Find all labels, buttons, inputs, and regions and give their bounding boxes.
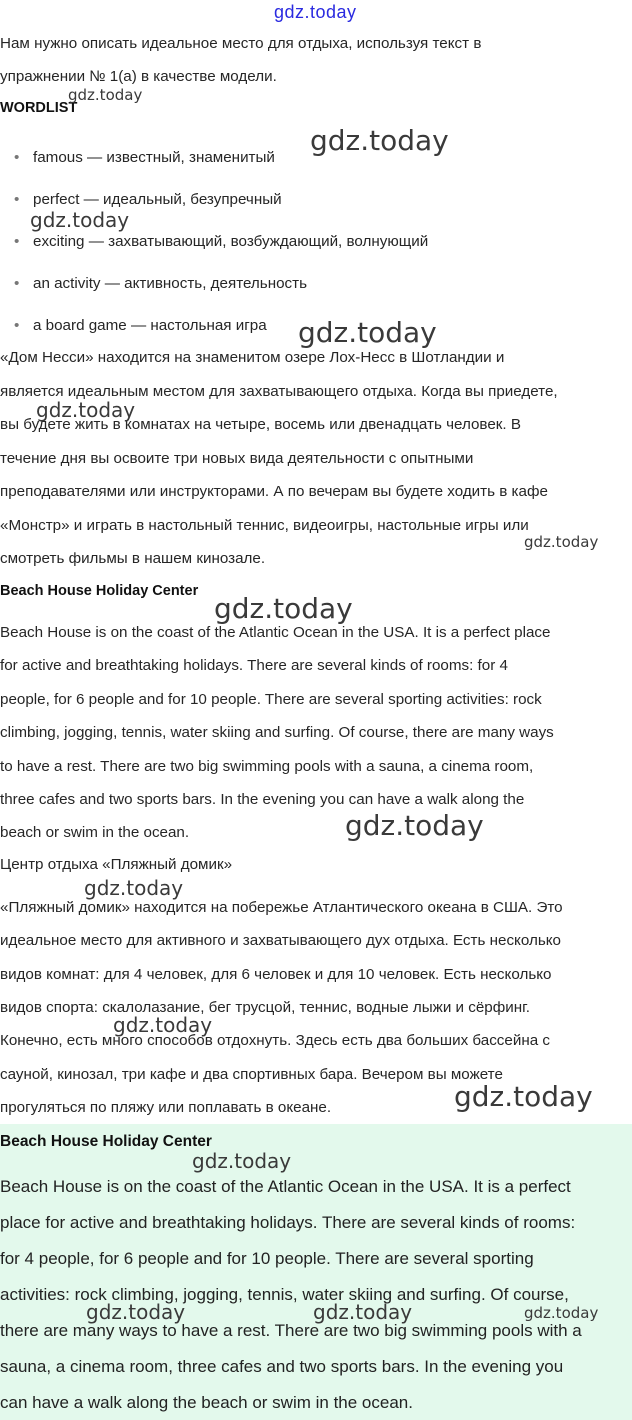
paragraph-line: Beach House is on the coast of the Atlantic Ocean in the USA. It is a perfect	[0, 1177, 571, 1196]
paragraph-line: вы будете жить в комнатах на четыре, восемь или двенадцать человек. В	[0, 416, 521, 433]
watermark: gdz.today	[30, 208, 130, 232]
paragraph-line: «Монстр» и играть в настольный теннис, видеоигры, настольные игры или	[0, 517, 529, 534]
bullet-dot-icon: •	[14, 317, 20, 334]
paragraph-line: видов комнат: для 4 человек, для 6 человек и для 10 человек. Есть несколько	[0, 966, 552, 983]
watermark: gdz.today	[113, 1013, 213, 1037]
paragraph-line: течение дня вы освоите три новых вида деятельности с опытными	[0, 450, 474, 467]
paragraph-line: Конечно, есть много способов отдохнуть. Здесь есть два больших бассейна с	[0, 1032, 550, 1049]
list-item: exciting — захватывающий, возбуждающий, волнующий	[33, 233, 429, 250]
paragraph-line: place for active and breathtaking holidays. There are several kinds of rooms:	[0, 1213, 576, 1232]
paragraph-line: сауной, кинозал, три кафе и два спортивных бара. Вечером вы можете	[0, 1066, 503, 1083]
watermark: gdz.today	[313, 1300, 413, 1324]
paragraph-line: является идеальным местом для захватывающего отдыха. Когда вы приедете,	[0, 383, 558, 400]
watermark: gdz.today	[524, 1304, 599, 1322]
list-item: perfect — идеальный, безупречный	[33, 191, 282, 208]
bullet-dot-icon: •	[14, 149, 20, 166]
wordlist-title: WORDLIST	[0, 100, 78, 116]
paragraph-line: прогуляться по пляжу или поплавать в океане.	[0, 1099, 332, 1116]
watermark: gdz.today	[86, 1300, 186, 1324]
paragraph-line: Beach House is on the coast of the Atlantic Ocean in the USA. It is a perfect place	[0, 624, 551, 641]
paragraph-line: activities: rock climbing, jogging, tennis, water skiing and surfing. Of course,	[0, 1285, 569, 1304]
watermark: gdz.today	[84, 876, 184, 900]
list-item: famous — известный, знаменитый	[33, 149, 275, 166]
intro-line: упражнении № 1(a) в качестве модели.	[0, 68, 277, 85]
bullet-dot-icon: •	[14, 275, 20, 292]
bullet-dot-icon: •	[14, 233, 20, 250]
list-item: an activity — активность, деятельность	[33, 275, 307, 292]
intro-line: Нам нужно описать идеальное место для отдыха, используя текст в	[0, 35, 482, 52]
paragraph-line: смотреть фильмы в нашем кинозале.	[0, 550, 266, 567]
paragraph-line: for active and breathtaking holidays. There are several kinds of rooms: for 4	[0, 657, 508, 674]
watermark: gdz.today	[345, 809, 484, 842]
paragraph-line: people, for 6 people and for 10 people. There are several sporting activities: rock	[0, 691, 542, 708]
paragraph-line: three cafes and two sports bars. In the evening you can have a walk along the	[0, 791, 525, 808]
paragraph-line: there are many ways to have a rest. There are two big swimming pools with a	[0, 1321, 582, 1340]
site-logo[interactable]: gdz.today	[274, 2, 357, 22]
bullet-dot-icon: •	[14, 191, 20, 208]
beach-title-ru: Центр отдыха «Пляжный домик»	[0, 856, 233, 873]
paragraph-line: «Дом Несси» находится на знаменитом озере Лох-Несс в Шотландии и	[0, 349, 505, 366]
watermark: gdz.today	[310, 124, 449, 157]
watermark: gdz.today	[454, 1080, 593, 1113]
watermark: gdz.today	[524, 533, 599, 551]
paragraph-line: идеальное место для активного и захватывающего дух отдыха. Есть несколько	[0, 932, 562, 949]
paragraph-line: beach or swim in the ocean.	[0, 824, 190, 841]
beach-title: Beach House Holiday Center	[0, 583, 199, 599]
paragraph-line: видов спорта: скалолазание, бег трусцой, теннис, водные лыжи и сёрфинг.	[0, 999, 531, 1016]
list-item: a board game — настольная игра	[33, 317, 267, 334]
paragraph-line: for 4 people, for 6 people and for 10 people. There are several sporting	[0, 1249, 534, 1268]
paragraph-line: преподавателями или инструкторами. А по вечерам вы будете ходить в кафе	[0, 483, 548, 500]
answer-title: Beach House Holiday Center	[0, 1133, 212, 1150]
paragraph-line: to have a rest. There are two big swimming pools with a sauna, a cinema room,	[0, 758, 534, 775]
watermark: gdz.today	[36, 398, 136, 422]
watermark: gdz.today	[68, 86, 143, 104]
watermark: gdz.today	[192, 1149, 292, 1173]
watermark: gdz.today	[214, 592, 353, 625]
paragraph-line: sauna, a cinema room, three cafes and two sports bars. In the evening you	[0, 1357, 564, 1376]
paragraph-line: climbing, jogging, tennis, water skiing and surfing. Of course, there are many ways	[0, 724, 554, 741]
watermark: gdz.today	[298, 316, 437, 349]
paragraph-line: can have a walk along the beach or swim in the ocean.	[0, 1393, 413, 1412]
paragraph-line: «Пляжный домик» находится на побережье Атлантического океана в США. Это	[0, 899, 563, 916]
